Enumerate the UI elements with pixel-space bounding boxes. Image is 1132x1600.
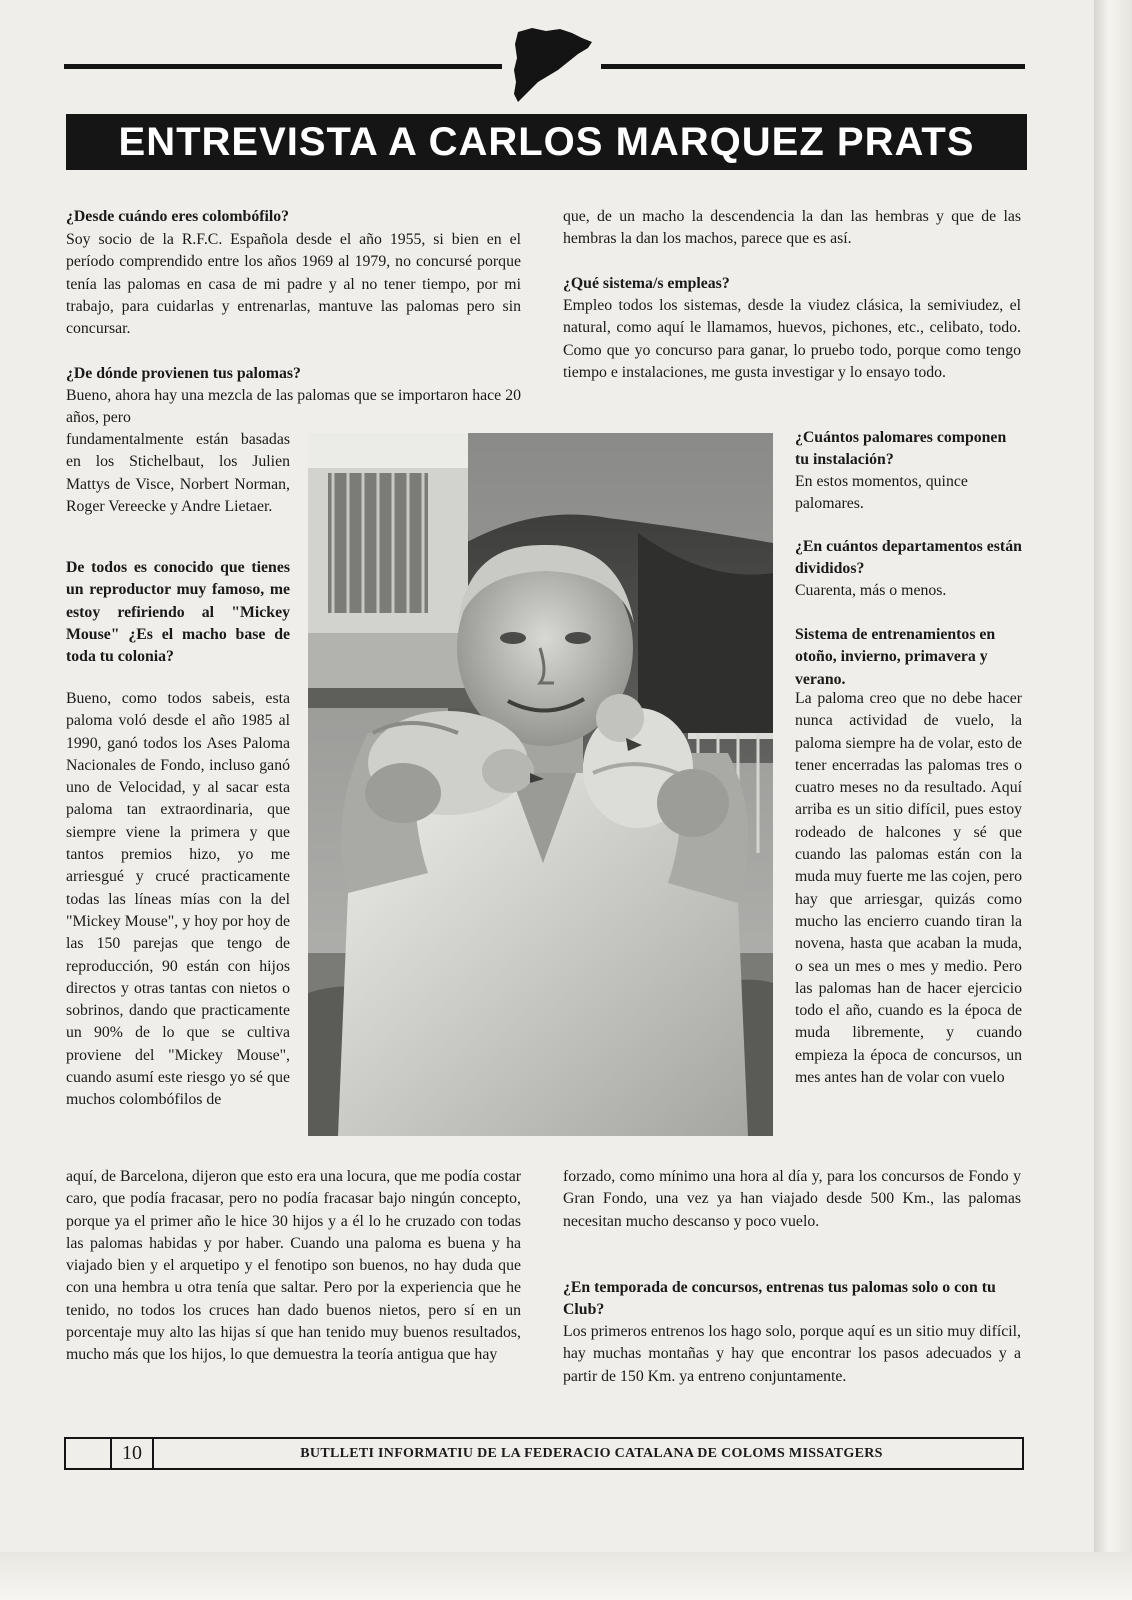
question-mickey-mouse: De todos es conocido que tienes un reproductor muy famoso, me estoy refiriendo al "Mickey Mouse" ¿Es el macho base de toda tu colonia? xyxy=(66,559,290,666)
page-number: 10 xyxy=(110,1437,154,1470)
catalonia-map-icon xyxy=(512,24,597,106)
answer-departments: Cuarenta, más o menos. xyxy=(795,582,947,599)
question-training: Sistema de entrenamientos en otoño, invierno, primavera y verano. xyxy=(795,626,996,688)
question-departments: ¿En cuántos departamentos están divididos? xyxy=(795,538,1022,578)
answer-lofts: En estos momentos, quince palomares. xyxy=(795,473,968,513)
question-systems: ¿Qué sistema/s empleas? xyxy=(563,275,730,292)
page-footer xyxy=(64,1437,1024,1470)
answer-mickey-mouse-narrow: Bueno, como todos sabeis, esta paloma voló desde el año 1985 al 1990, ganó todos los Ases Paloma Nacionales de Fondo, incluso ganó uno de Velocidad, y al sacar esta paloma tan extraordinaria, que siempre viene la primera y que tantos premios hizo, yo me arriesgué y crucé practicamente todas las líneas mías con la del "Mickey Mouse", y hoy por hoy de las 150 parejas que tengo de reproducción, 90 están con hijos directos y otras tantas con nietos o sobrinos, dando que practicamente un 90% de lo que se cultiva proviene del "Mickey Mouse", cuando asumí este riesgo yo sé que muchos colombófilos de xyxy=(66,690,290,1109)
interview-photo xyxy=(308,433,773,1136)
answer-training-full: forzado, como mínimo una hora al día y, para los concursos de Fondo y Gran Fondo, una vez ya han viajado desde 500 Km., las palomas necesitan mucho descanso y poco vuelo. xyxy=(563,1168,1021,1230)
answer-season-training: Los primeros entrenos los hago solo, porque aquí es un sitio muy difícil, hay muchas montañas y hay que encontrar los pasos adecuados y a partir de 150 Km. ya entreno conjuntamente. xyxy=(563,1323,1021,1385)
question-since-when: ¿Desde cuándo eres colombófilo? xyxy=(66,208,290,225)
answer-origin-narrow: fundamentalmente están basadas en los Stichelbaut, los Julien Mattys de Visce, Norbert Norman, Roger Vereecke y Andre Lietaer. xyxy=(66,431,290,515)
question-lofts: ¿Cuántos palomares componen tu instalación? xyxy=(795,429,1007,469)
article-title: ENTREVISTA A CARLOS MARQUEZ PRATS xyxy=(66,114,1027,170)
answer-training-narrow: La paloma creo que no debe hacer nunca actividad de vuelo, la paloma siempre ha de volar, esto de tener encerradas las palomas tres o cuatro meses no da resultado. Aquí arriba es un sitio difícil, pues estoy rodeado de halcones y sé que cuando las palomas están con la muda muy fuerte me las cojen, pero hay que arriesgar, quizás como mucho las encierro cuando tiran la novena, hasta que acaban la muda, o sea un mes o mes y medio. Pero las palomas han de hacer ejercicio todo el año, cuando es la época de muda libremente, y cuando empieza la época de concursos, un mes antes han de volar con vuelo xyxy=(795,690,1022,1087)
answer-since-when: Soy socio de la R.F.C. Española desde el año 1955, si bien en el período comprendido entre los años 1969 al 1979, no concursé porque tenía las palomas en casa de mi padre y al no tener tiempo, por mi trabajo, para cuidarlas y entrenarlas, mantuve las palomas pero sin concursar. xyxy=(66,231,521,338)
header-rule-left xyxy=(64,64,502,69)
answer-mickey-mouse-continued: que, de un macho la descendencia la dan las hembras y que de las hembras la dan los machos, parece que es así. xyxy=(563,208,1021,248)
answer-origin-full: Bueno, ahora hay una mezcla de las palomas que se importaron hace 20 años, pero xyxy=(66,387,521,427)
question-season-training: ¿En temporada de concursos, entrenas tus palomas solo o con tu Club? xyxy=(563,1279,996,1319)
header-rule-right xyxy=(601,64,1025,69)
paper-bottom-margin xyxy=(0,1552,1132,1600)
question-origin: ¿De dónde provienen tus palomas? xyxy=(66,365,301,382)
paper-edge xyxy=(1094,0,1132,1600)
answer-systems: Empleo todos los sistemas, desde la viudez clásica, la semiviudez, el natural, como aquí le llamamos, huevos, pichones, etc., celibato, todo. Como que yo concurso para ganar, lo pruebo todo, porque como tengo tiempo e instalaciones, me gusta investigar y lo ensayo todo. xyxy=(563,297,1021,381)
answer-mickey-mouse-full: aquí, de Barcelona, dijeron que esto era una locura, que me podía costar caro, que podía fracasar, pero no podía fracasar bajo ningún concepto, porque ya el primer año le hice 30 hijos y a él lo he cruzado con todas las palomas habidas y por haber. Cuando una paloma es buena y ha viajado bien y el arquetipo y el fenotipo son buenos, no hay duda que con una hembra u otra tenía que saltar. Pero por la experiencia que he tenido, no todos los cruces han dado buenos nietos, pero sí en un porcentaje muy alto las hijas sí que han tenido muy buenos resultados, mucho más que los hijos, lo que demuestra la teoría antigua que hay xyxy=(66,1168,521,1364)
publication-title: BUTLLETI INFORMATIU DE LA FEDERACIO CATALANA DE COLOMS MISSATGERS xyxy=(300,1445,883,1461)
